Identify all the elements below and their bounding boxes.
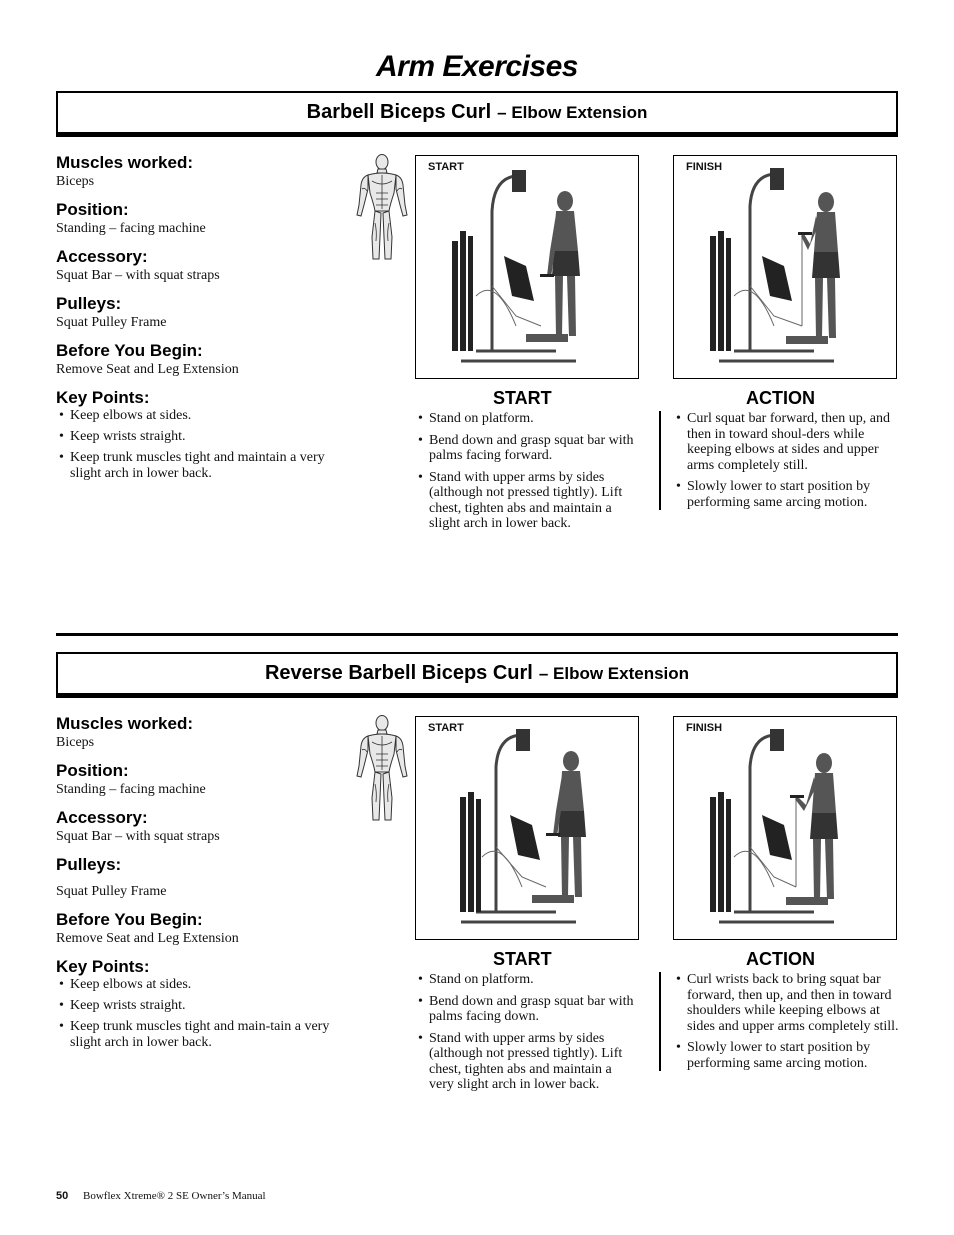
exercise-photo [674, 717, 895, 938]
key-points-list [56, 977, 346, 1051]
pulleys-block [56, 294, 346, 331]
photo-finish-tag: FINISH [686, 722, 723, 734]
accessory-value: Squat Bar – with squat straps [56, 268, 220, 283]
exercise-header [56, 91, 898, 137]
accessory-value: Squat Bar – with squat straps [56, 829, 220, 844]
page-footer [56, 1190, 266, 1202]
list-item: • Slowly lower to start position by performing same arcing motion. [673, 1040, 899, 1071]
page-number: 50 [56, 1190, 69, 1202]
list-item: • Keep wrists straight. [56, 429, 346, 445]
list-item: • Stand with upper arms by sides (although not pressed tightly). Lift chest, tighten abs and maintain a slight arch in lower back. [415, 470, 639, 532]
key-points-block [56, 957, 346, 1051]
list-item: • Curl wrists back to bring squat bar forward, then up, and then in toward shoulders while keeping elbows at sides and upper arms completely still. [673, 972, 899, 1034]
exercise-subtitle: – Elbow Extension [538, 663, 690, 683]
anatomy-figure-icon [354, 714, 410, 826]
accessory-label: Accessory: [56, 808, 148, 827]
exercise-header [56, 652, 898, 698]
photo-finish [673, 155, 897, 379]
list-item: • Stand with upper arms by sides (although not pressed tightly). Lift chest, tighten abs and maintain a very slight arch in lower back. [415, 1031, 639, 1093]
exercise-photo [416, 156, 637, 377]
position-label: Position: [56, 761, 129, 780]
position-block [56, 761, 346, 798]
accessory-block [56, 247, 346, 284]
accessory-block [56, 808, 346, 845]
photo-start-tag: START [428, 161, 464, 173]
before-value: Remove Seat and Leg Extension [56, 362, 239, 377]
muscles-block [56, 153, 346, 190]
muscles-label: Muscles worked: [56, 714, 193, 733]
list-item: • Stand on platform. [415, 411, 639, 427]
anatomy-figure-icon [354, 153, 410, 265]
photo-start [415, 155, 639, 379]
key-points-list [56, 408, 346, 482]
action-list [659, 411, 899, 510]
photo-start [415, 716, 639, 940]
exercise-name: Barbell Biceps Curl [306, 101, 492, 123]
muscles-value: Biceps [56, 735, 95, 750]
exercise-name: Reverse Barbell Biceps Curl [264, 662, 533, 684]
start-column [415, 948, 639, 1099]
position-block [56, 200, 346, 237]
start-heading: START [493, 388, 552, 408]
exercise-photo [674, 156, 895, 377]
exercise-photo [416, 717, 637, 938]
action-list [659, 972, 899, 1071]
list-item: • Bend down and grasp squat bar with palms facing forward. [415, 433, 639, 464]
position-value: Standing – facing machine [56, 221, 206, 236]
pulleys-label: Pulleys: [56, 855, 122, 874]
photo-finish [673, 716, 897, 940]
start-heading: START [493, 949, 552, 969]
list-item: • Keep wrists straight. [56, 998, 346, 1014]
position-value: Standing – facing machine [56, 782, 206, 797]
muscles-label: Muscles worked: [56, 153, 193, 172]
pulleys-value: Squat Pulley Frame [56, 315, 167, 330]
before-value: Remove Seat and Leg Extension [56, 931, 239, 946]
exercise-info [56, 153, 346, 492]
key-points-block [56, 388, 346, 482]
list-item: • Keep elbows at sides. [56, 977, 346, 993]
list-item: • Keep elbows at sides. [56, 408, 346, 424]
list-item: • Stand on platform. [415, 972, 639, 988]
list-item: • Bend down and grasp squat bar with palms facing down. [415, 994, 639, 1025]
action-heading: ACTION [746, 949, 815, 969]
before-label: Before You Begin: [56, 341, 203, 360]
exercise-subtitle: – Elbow Extension [497, 102, 648, 122]
muscles-value: Biceps [56, 174, 95, 189]
pulleys-value: Squat Pulley Frame [56, 884, 167, 899]
photo-finish-tag: FINISH [686, 161, 723, 173]
page-title: Arm Exercises [376, 50, 578, 83]
photo-start-tag: START [428, 722, 464, 734]
pulleys-block [56, 855, 346, 900]
start-column [415, 387, 639, 538]
pulleys-label: Pulleys: [56, 294, 122, 313]
start-list [415, 972, 639, 1093]
before-block [56, 341, 346, 378]
action-column [659, 387, 899, 516]
before-label: Before You Begin: [56, 910, 203, 929]
footer-text: Bowflex Xtreme® 2 SE Owner’s Manual [83, 1190, 266, 1202]
muscles-block [56, 714, 346, 751]
section-divider [56, 633, 898, 636]
exercise-info [56, 714, 346, 1061]
key-points-label: Key Points: [56, 957, 150, 976]
position-label: Position: [56, 200, 129, 219]
action-heading: ACTION [746, 388, 815, 408]
key-points-label: Key Points: [56, 388, 150, 407]
accessory-label: Accessory: [56, 247, 148, 266]
start-list [415, 411, 639, 532]
list-item: • Curl squat bar forward, then up, and then in toward shoul-ders while keeping elbows at sides and upper arms completely still. [673, 411, 899, 473]
action-column [659, 948, 899, 1077]
list-item: • Keep trunk muscles tight and main-tain a very slight arch in lower back. [56, 1019, 346, 1051]
list-item: • Slowly lower to start position by performing same arcing motion. [673, 479, 899, 510]
list-item: • Keep trunk muscles tight and maintain a very slight arch in lower back. [56, 450, 346, 482]
before-block [56, 910, 346, 947]
